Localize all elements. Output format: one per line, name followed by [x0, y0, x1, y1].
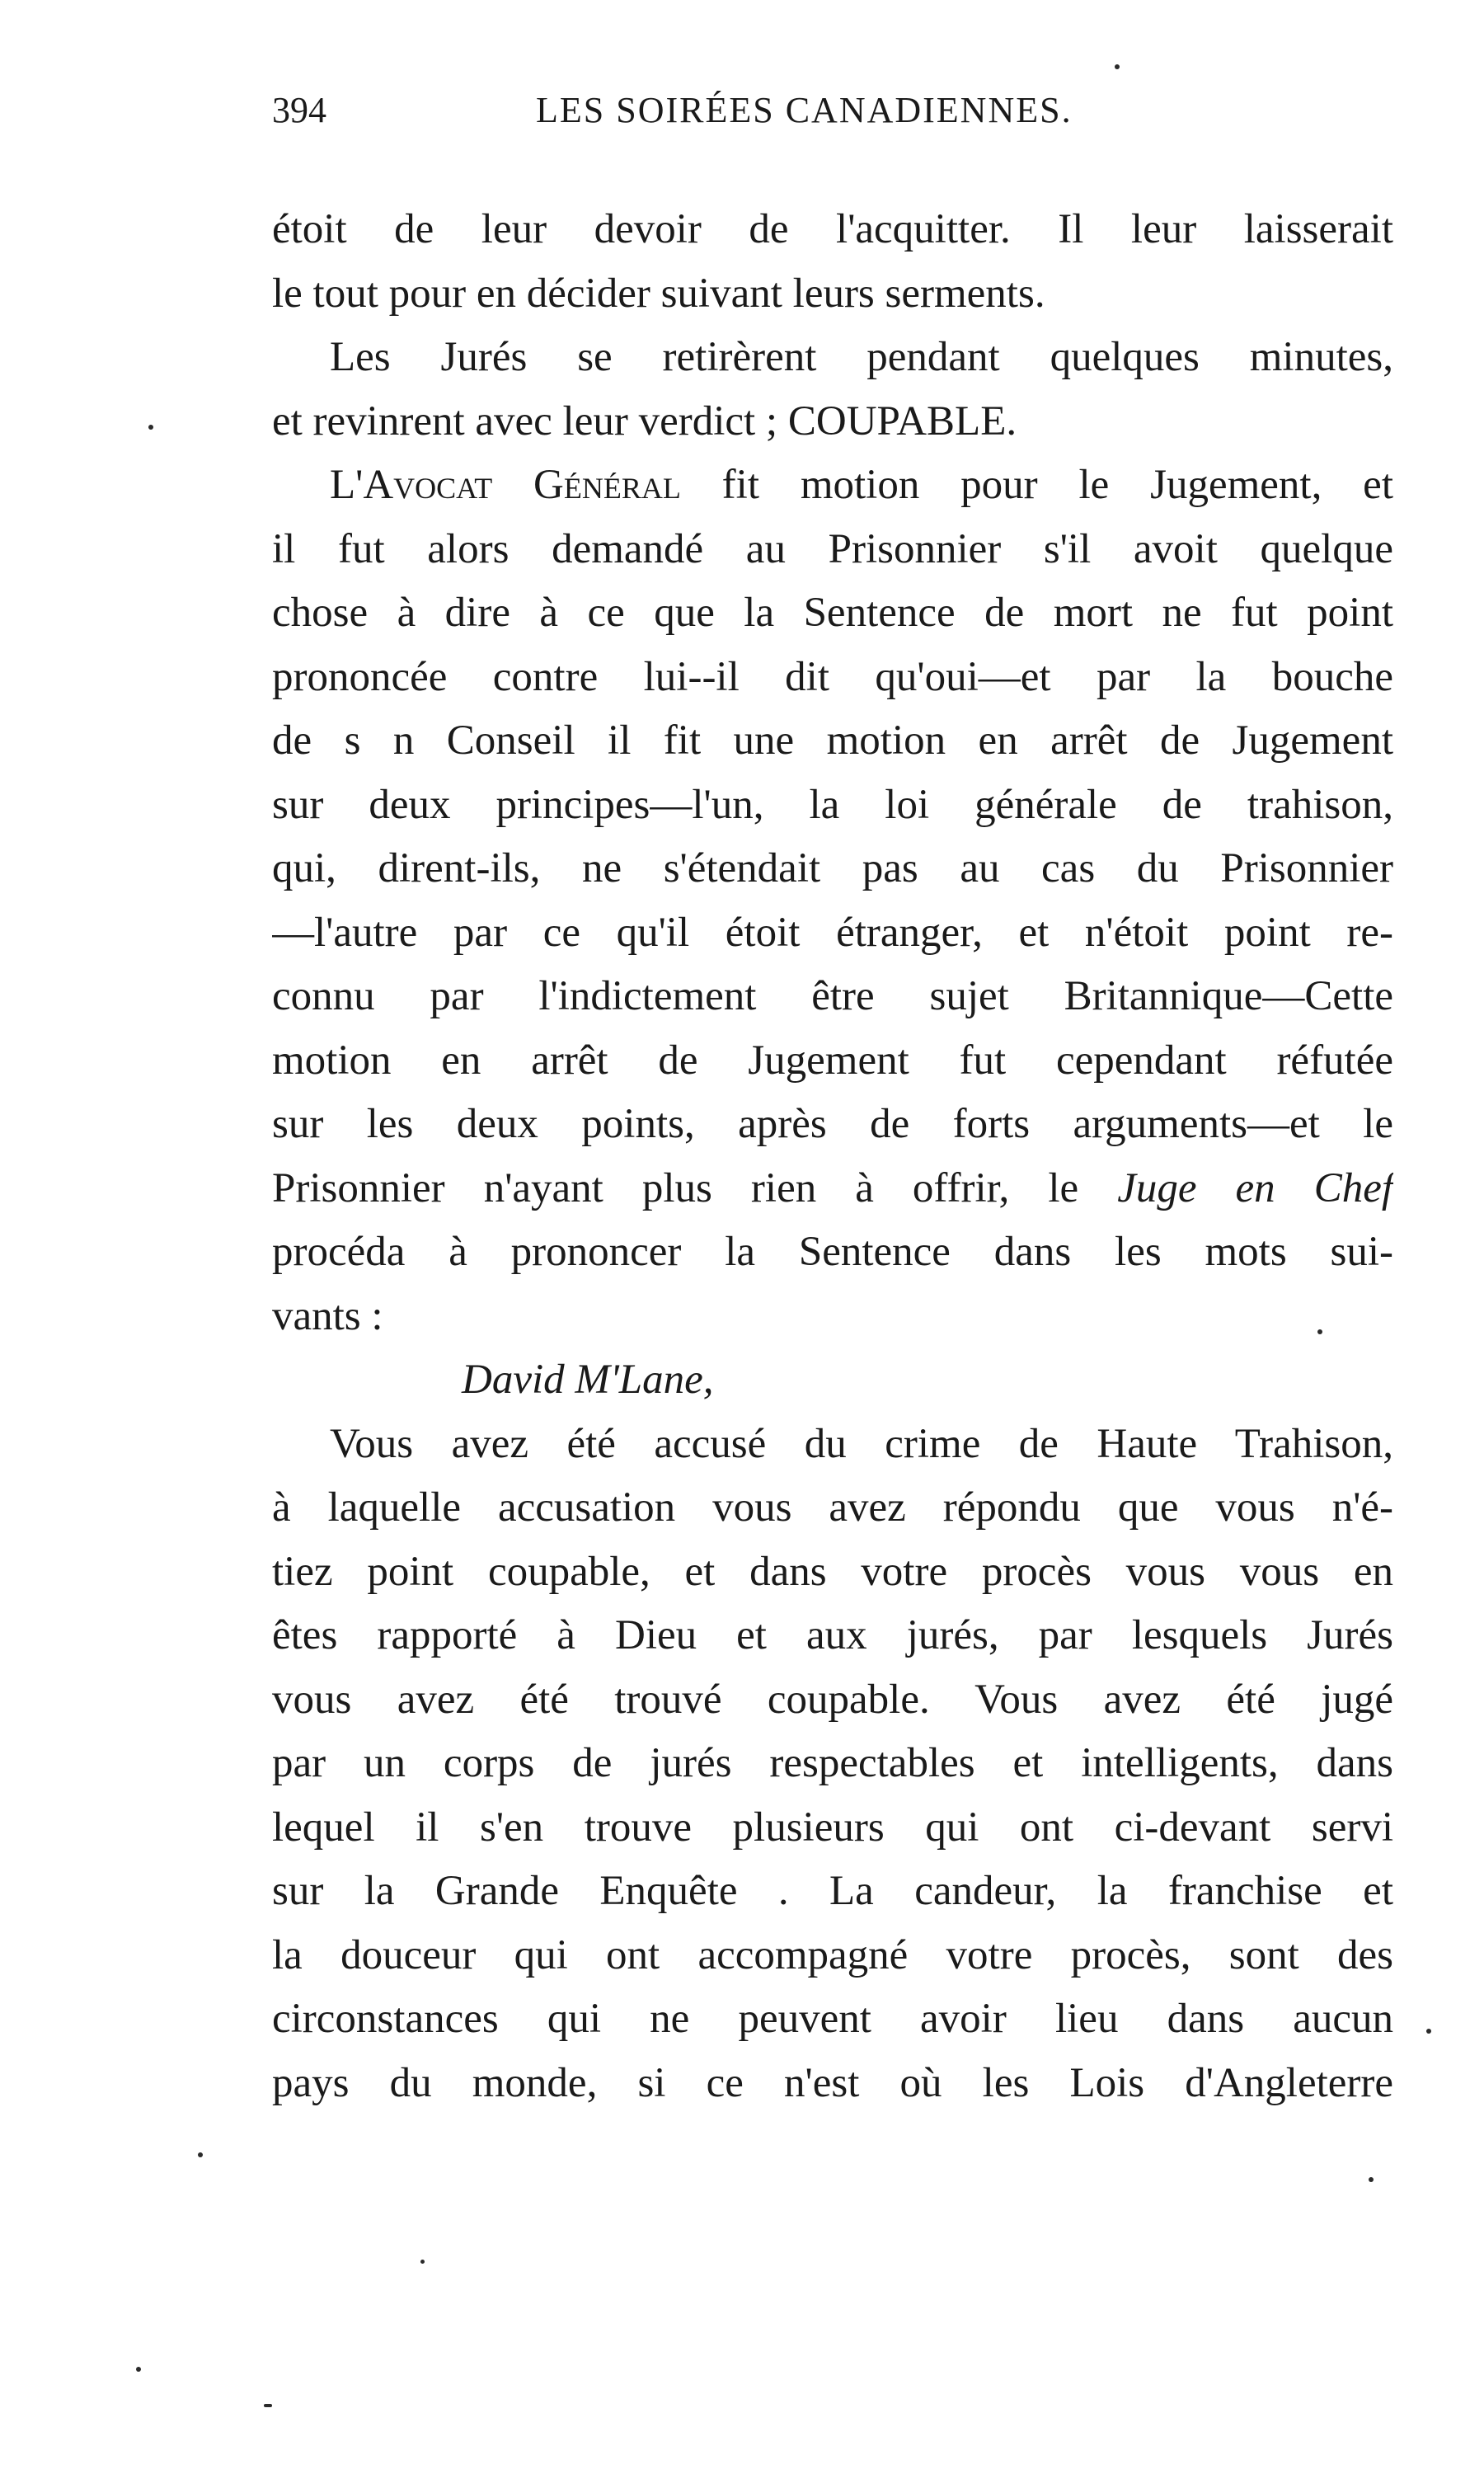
text-line: êtes rapporté à Dieu et aux jurés, par lesquels Jurés [272, 1612, 1393, 1658]
text-line: Vous avez été accusé du crime de Haute Trahison, [330, 1420, 1393, 1467]
text-line: à laquelle accusation vous avez répondu que vous n'é- [272, 1484, 1393, 1531]
text-line: Les Jurés se retirèrent pendant quelques minutes, [330, 334, 1393, 380]
print-speck [1115, 64, 1120, 69]
text-line-avocat [272, 454, 1393, 518]
text-line: pays du monde, si ce n'est où les Lois d'Angleterre [272, 2059, 1393, 2106]
text-line: connu par l'indictement être sujet Britannique—Cette [272, 973, 1393, 1019]
avocat-general: Avocat Général [363, 462, 681, 508]
text-line: vants : [272, 1292, 383, 1339]
print-speck [420, 2260, 425, 2264]
print-speck [148, 425, 153, 430]
text-line-juge [272, 1157, 1393, 1221]
page-number: 394 [272, 90, 326, 130]
running-title: LES SOIRÉES CANADIENNES. [536, 90, 1073, 130]
text-line: le tout pour en décider suivant leurs serments. [272, 270, 1045, 317]
text-line: par un corps de jurés respectables et intelligents, dans [272, 1740, 1393, 1786]
text-line: il fut alors demandé au Prisonnier s'il avoit quelque [272, 525, 1393, 572]
text-line: sur la Grande Enquête . La candeur, la franchise et [272, 1868, 1393, 1914]
text-line: circonstances qui ne peuvent avoir lieu dans aucun [272, 1996, 1393, 2042]
text-line: qui, dirent-ils, ne s'étendait pas au cas du Prisonnier [272, 845, 1393, 891]
print-speck [1369, 2177, 1374, 2182]
text-line: lequel il s'en trouve plusieurs qui ont ci-devant servi [272, 1804, 1393, 1851]
text-line: la douceur qui ont accompagné votre procès, sont des [272, 1931, 1393, 1978]
running-head [272, 89, 1393, 139]
text-line: procéda à prononcer la Sentence dans les mots sui- [272, 1229, 1393, 1275]
text-line: étoit de leur devoir de l'acquitter. Il leur laisserait [272, 206, 1393, 252]
print-speck [198, 2152, 203, 2157]
body-text [272, 198, 1393, 2115]
text-line: prononcée contre lui--il dit qu'oui—et par la bouche [272, 653, 1393, 700]
print-speck [136, 2367, 141, 2372]
avocat-prefix: L' [330, 462, 364, 508]
print-speck [1426, 2029, 1431, 2034]
text-line: sur deux principes—l'un, la loi générale de trahison, [272, 781, 1393, 828]
text-line: chose à dire à ce que la Sentence de mort ne fut point [272, 590, 1393, 636]
text-line: de s n Conseil il fit une motion en arrêt de Jugement [272, 717, 1393, 764]
text-line: —l'autre par ce qu'il étoit étranger, et n'étoit point re- [272, 909, 1393, 956]
prisonnier-text: Prisonnier n'ayant plus rien à offrir, le [272, 1164, 1118, 1211]
text-line: tiez point coupable, et dans votre procès vous vous en [272, 1548, 1393, 1595]
print-speck [1317, 1329, 1322, 1334]
text-line: sur les deux points, après de forts arguments—et le [272, 1101, 1393, 1147]
text-line: et revinrent avec leur verdict ; COUPABLE. [272, 397, 1017, 444]
avocat-rest: fit motion pour le Jugement, et [680, 462, 1393, 508]
text-line: vous avez été trouvé coupable. Vous avez été jugé [272, 1676, 1393, 1723]
text-line: motion en arrêt de Jugement fut cependant réfutée [272, 1037, 1393, 1084]
juge-en-chef: Juge en Chef [1117, 1164, 1393, 1211]
salutation: David M'Lane, [462, 1357, 714, 1403]
print-speck [264, 2404, 272, 2407]
